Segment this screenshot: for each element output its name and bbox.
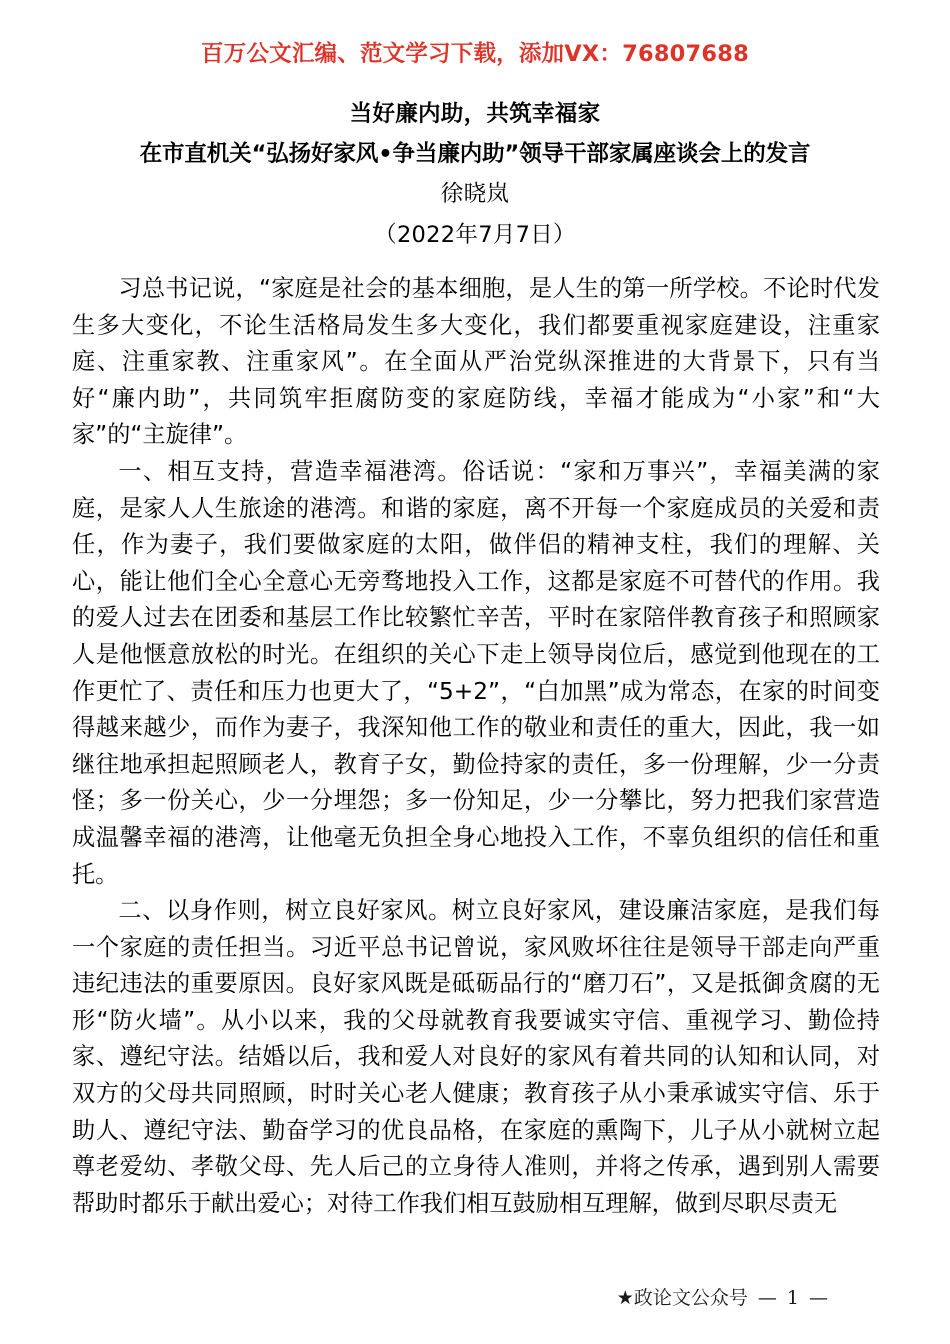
promo-banner-text: 百万公文汇编、范文学习下载，添加VX：76807688 (201, 41, 749, 67)
body-paragraph: 一、相互支持，营造幸福港湾。俗话说：“家和万事兴”，幸福美满的家庭，是家人人生旅途的港湾。和谐的家庭，离不开每一个家庭成员的关爱和责任，作为妻子，我们要做家庭的太阳，做伴侣的精神支柱，我们的理解、关心，能让他们全心全意心无旁骛地投入工作，这都是家庭不可替代的作用。我的爱人过去在团委和基层工作比较繁忙辛苦，平时在家陪伴教育孩子和照顾家人是他惬意放松的时光。在组织的关心下走上领导岗位后，感觉到他现在的工作更忙了、责任和压力也更大了，“5+2”，“白加黑”成为常态，在家的时间变得越来越少，而作为妻子，我深知他工作的敬业和责任的重大，因此，我一如继往地承担起照顾老人，教育子女，勤俭持家的责任，多一份理解，少一分责怪；多一份关心，少一分埋怨；多一份知足，少一分攀比，努力把我们家营造成温馨幸福的港湾，让他毫无负担全身心地投入工作，不辜负组织的信任和重托。 (72, 457, 880, 888)
document-subtitle: 在市直机关“弘扬好家风•争当廉内助”领导干部家属座谈会上的发言 (139, 141, 811, 167)
body-paragraph: 习总书记说，“家庭是社会的基本细胞，是人生的第一所学校。不论时代发生多大变化，不论生活格局发生多大变化，我们都要重视家庭建设，注重家庭、注重家教、注重家风”。在全面从严治党纵深推进的大背景下，只有当好“廉内助”，共同筑牢拒腐防变的家庭防线，幸福才能成为“小家”和“大家”的“主旋律”。 (72, 275, 880, 449)
page-footer (0, 1283, 950, 1310)
document-author: 徐晓岚 (440, 181, 510, 207)
document-main-title: 当好廉内助，共筑幸福家 (349, 101, 601, 127)
footer-brand: ★政论文公众号 (616, 1287, 748, 1309)
document-date: （2022年7月7日） (374, 222, 576, 248)
document-body (72, 271, 880, 1222)
body-paragraph: 二、以身作则，树立良好家风。树立良好家风，建设廉洁家庭，是我们每一个家庭的责任担当。习近平总书记曾说，家风败坏往往是领导干部走向严重违纪违法的重要原因。良好家风既是砥砺品行的“磨刀石”，又是抵御贪腐的无形“防火墙”。从小以来，我的父母就教育我要诚实守信、重视学习、勤俭持家、遵纪守法。结婚以后，我和爱人对良好的家风有着共同的认知和认同，对双方的父母共同照顾，时时关心老人健康；教育孩子从小秉承诚实守信、乐于助人、遵纪守法、勤奋学习的优良品格，在家庭的熏陶下，儿子从小就树立起尊老爱幼、孝敬父母、先人后己的立身待人准则，并将之传承，遇到别人需要帮助时都乐于献出爱心；对待工作我们相互鼓励相互理解，做到尽职尽责无 (72, 897, 880, 1217)
document-title-block (66, 94, 884, 256)
footer-page-number: — 1 — (757, 1287, 830, 1309)
